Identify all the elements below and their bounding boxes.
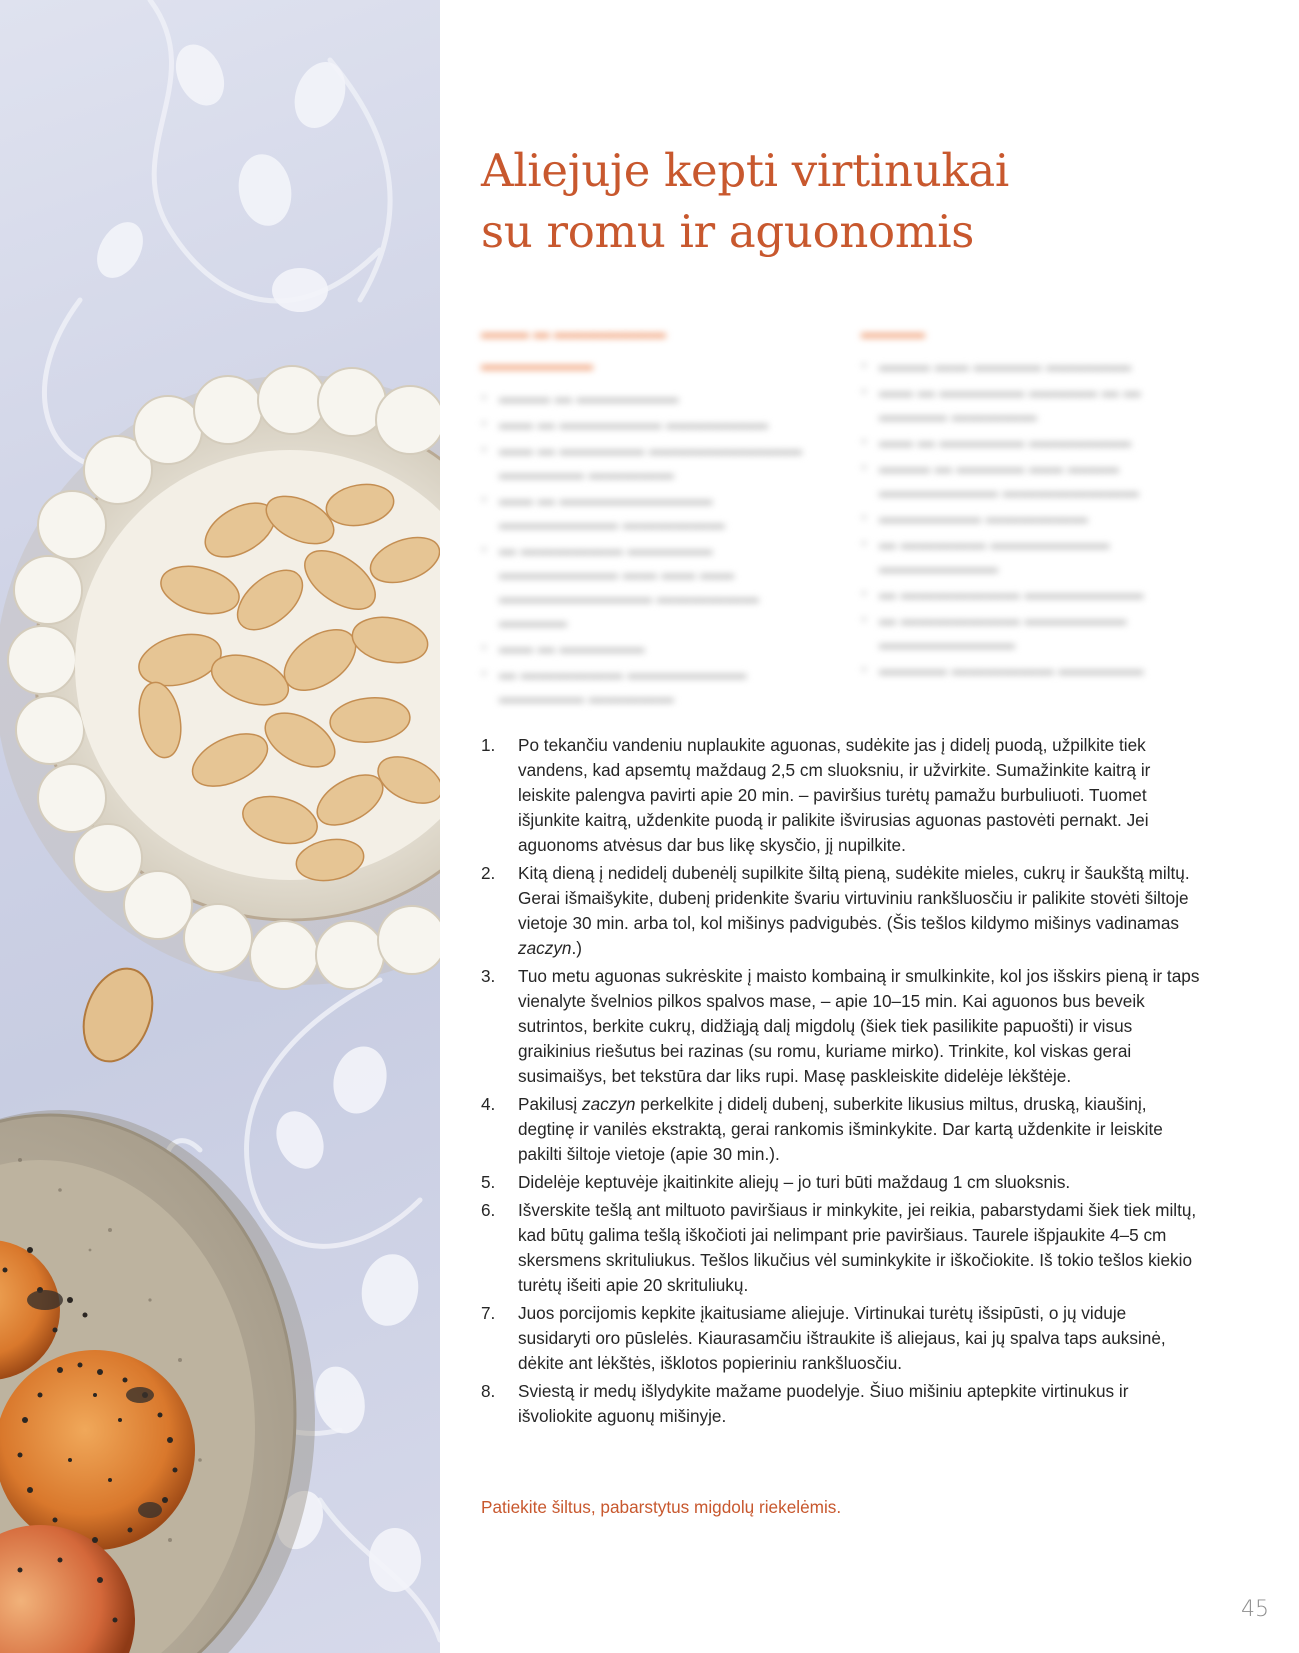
step-text-emphasis: zaczyn (518, 938, 572, 958)
almond-slice (72, 959, 165, 1071)
step-text: Išverskite tešlą ant miltuoto paviršiaus ir minkykite, jei reikia, pabarstydami šiek tiek miltų, kad būtų galima tešlą iškočioti jai nelimpant prie paviršiaus. Taurele išpjaukite 4–5 cm skersmens skrituliukus. Tešlos likučius vėl suminkykite ir iškočiokite. Iš tokio tešlos kiekio turėtų išeiti apie 20 skrituliukų. (518, 1200, 1197, 1295)
method-step (481, 861, 1201, 961)
method-step (481, 733, 1201, 858)
step-text (518, 1094, 1163, 1164)
servings-heading-blurred: ▬▬▬ ▬ ▬▬▬▬▬▬▬ (481, 325, 666, 342)
doughnut-plate (0, 1110, 315, 1653)
ingredients-column-right (861, 322, 1191, 684)
step-number: 5. (481, 1172, 496, 1192)
ingredient-blurred: • ▬▬ ▬ ▬▬▬▬▬▬▬▬▬ ▬▬▬▬▬▬▬ ▬▬▬▬▬▬ (481, 488, 811, 536)
ingredient-blurred: • ▬ ▬▬▬▬▬ ▬▬▬▬▬▬▬ ▬▬▬▬▬▬▬ (861, 532, 1191, 580)
ingredient-blurred: • ▬ ▬▬▬▬▬▬▬ ▬▬▬▬▬▬▬ (861, 582, 1191, 606)
step-text-part: .) (571, 938, 582, 958)
step-text: Didelėje keptuvėje įkaitinkite aliejų – jo turi būti maždaug 1 cm sluoksnis. (518, 1172, 1071, 1192)
step-text-part: Pakilusį (518, 1094, 582, 1114)
recipe-title-line-1: Aliejuje kepti virtinukai (481, 144, 1009, 197)
ingredients-column-left (481, 322, 811, 712)
step-text: Juos porcijomis kepkite įkaitusiame aliejuje. Virtinukai turėtų išsipūsti, o jų viduje susidaryti oro pūslelės. Kiaurasamčiu ištraukite iš aliejaus, kai jų spalva taps auksinė, dėkite ant lėkštės, išklotos popieriniu rankšluosčiu. (518, 1303, 1166, 1373)
step-number: 2. (481, 863, 496, 883)
recipe-title (481, 140, 1201, 262)
ingredient-blurred: • ▬▬▬ ▬▬ ▬▬▬▬ ▬▬▬▬▬ (861, 354, 1191, 378)
ingredient-blurred: • ▬▬ ▬ ▬▬▬▬▬ ▬▬▬▬▬▬ (861, 430, 1191, 454)
ingredient-blurred: • ▬▬ ▬ ▬▬▬▬▬▬ ▬▬▬▬▬▬ (481, 412, 811, 436)
step-number: 6. (481, 1200, 496, 1220)
step-text: Po tekančiu vandeniu nuplaukite aguonas, sudėkite jas į didelį puodą, užpilkite tiek vandens, kad apsemtų maždaug 2,5 cm sluoksniu, ir užvirkite. Sumažinkite kaitrą ir leiskite palengva pavirti apie 20 min. – paviršius turėtų pamažu burbuliuoti. Tuomet išjunkite kaitrą, uždenkite puodą ir palikite išvirusias aguonas pastovėti pernakt. Jei aguonoms atvėsus dar bus likę skysčio, jį nupilkite. (518, 735, 1151, 855)
dough-list-blurred (861, 354, 1191, 682)
step-text: Sviestą ir medų išlydykite mažame puodelyje. Šiuo mišiniu aptepkite virtinukus ir išvoliokite aguonų mišinyje. (518, 1381, 1129, 1426)
step-text-part: perkelkite į didelį dubenį, suberkite likusius miltus, druską, kiaušinį, degtinę ir vanilės ekstraktą, gerai rankomis išminkykite. Dar kartą uždenkite ir leiskite pakilti šiltoje vietoje (apie 30 min.). (518, 1094, 1163, 1164)
step-text-part: Kitą dieną į nedidelį dubenėlį supilkite šiltą pieną, sudėkite mieles, cukrų ir šaukštą miltų. Gerai išmaišykite, dubenį pridenkite švariu virtuviniu rankšluosčiu ir palikite stovėti šiltoje vietoje 30 min. arba tol, kol mišinys padvigubės. (Šis tešlos kildymo mišinys vadinamas (518, 863, 1190, 933)
ingredient-blurred: • ▬▬▬ ▬ ▬▬▬▬ ▬▬ ▬▬▬ ▬▬▬▬▬▬▬ ▬▬▬▬▬▬▬▬ (861, 456, 1191, 504)
almond-bowl (0, 366, 440, 989)
method-steps (481, 733, 1201, 1432)
method-step (481, 1379, 1201, 1429)
food-photo (0, 0, 440, 1653)
food-photo-illustration (0, 0, 440, 1653)
step-number: 1. (481, 735, 496, 755)
method-step (481, 964, 1201, 1089)
ingredient-blurred: • ▬ ▬▬▬▬▬▬▬ ▬▬▬▬▬▬ ▬▬▬▬▬▬▬▬ (861, 608, 1191, 656)
filling-list-blurred (481, 386, 811, 710)
ingredient-blurred: • ▬▬▬▬▬▬ ▬▬▬▬▬▬ (861, 506, 1191, 530)
filling-heading-blurred: ▬▬▬▬▬▬▬ (481, 357, 593, 374)
ingredient-blurred: • ▬▬▬▬ ▬▬▬▬▬▬ ▬▬▬▬▬ (861, 658, 1191, 682)
step-number: 3. (481, 966, 496, 986)
step-number: 4. (481, 1094, 496, 1114)
ingredient-blurred: • ▬▬ ▬ ▬▬▬▬▬ ▬▬▬▬ ▬ ▬ ▬▬▬▬ ▬▬▬▬▬ (861, 380, 1191, 428)
ingredient-blurred: • ▬▬ ▬ ▬▬▬▬▬ (481, 636, 811, 660)
recipe-title-line-2: su romu ir aguonomis (481, 205, 975, 258)
ingredients-blurred (481, 322, 1201, 707)
dough-heading-blurred: ▬▬▬▬ (861, 325, 925, 342)
method-step (481, 1170, 1201, 1195)
step-text-emphasis: zaczyn (582, 1094, 636, 1114)
method-step (481, 1198, 1201, 1298)
step-text: Tuo metu aguonas sukrėskite į maisto kombainą ir smulkinkite, kol jos išskirs pieną ir taps vienalyte švelnios pilkos spalvos mase, – apie 10–15 min. Kai aguonos bus beveik sutrintos, berkite cukrų, didžiąją dalį migdolų (šiek tiek pasilikite papuošti) ir visus graikinius riešutus bei razinas (su romu, kuriame mirko). Trinkite, kol viskas gerai susimaišys, bet tekstūra dar liks rupi. Masę paskleiskite didelėje lėkštėje. (518, 966, 1200, 1086)
serving-note: Patiekite šiltus, pabarstytus migdolų riekelėmis. (481, 1497, 842, 1517)
ingredient-blurred: • ▬ ▬▬▬▬▬▬ ▬▬▬▬▬▬▬ ▬▬▬▬▬ ▬▬▬▬▬ (481, 662, 811, 710)
method-step (481, 1301, 1201, 1376)
ingredient-blurred: • ▬▬▬ ▬ ▬▬▬▬▬▬ (481, 386, 811, 410)
ingredient-blurred: • ▬▬ ▬ ▬▬▬▬▬ ▬▬▬▬▬▬▬▬▬ ▬▬▬▬▬ ▬▬▬▬▬ (481, 438, 811, 486)
step-text (518, 863, 1190, 958)
page-number: 45 (1241, 1597, 1269, 1622)
method-step (481, 1092, 1201, 1167)
step-number: 7. (481, 1303, 496, 1323)
ingredient-blurred: • ▬ ▬▬▬▬▬▬ ▬▬▬▬▬ ▬▬▬▬▬▬▬ ▬▬ ▬▬ ▬▬ ▬▬▬▬▬▬▬▬▬ ▬▬▬▬▬▬ ▬▬▬▬ (481, 538, 811, 634)
step-number: 8. (481, 1381, 496, 1401)
